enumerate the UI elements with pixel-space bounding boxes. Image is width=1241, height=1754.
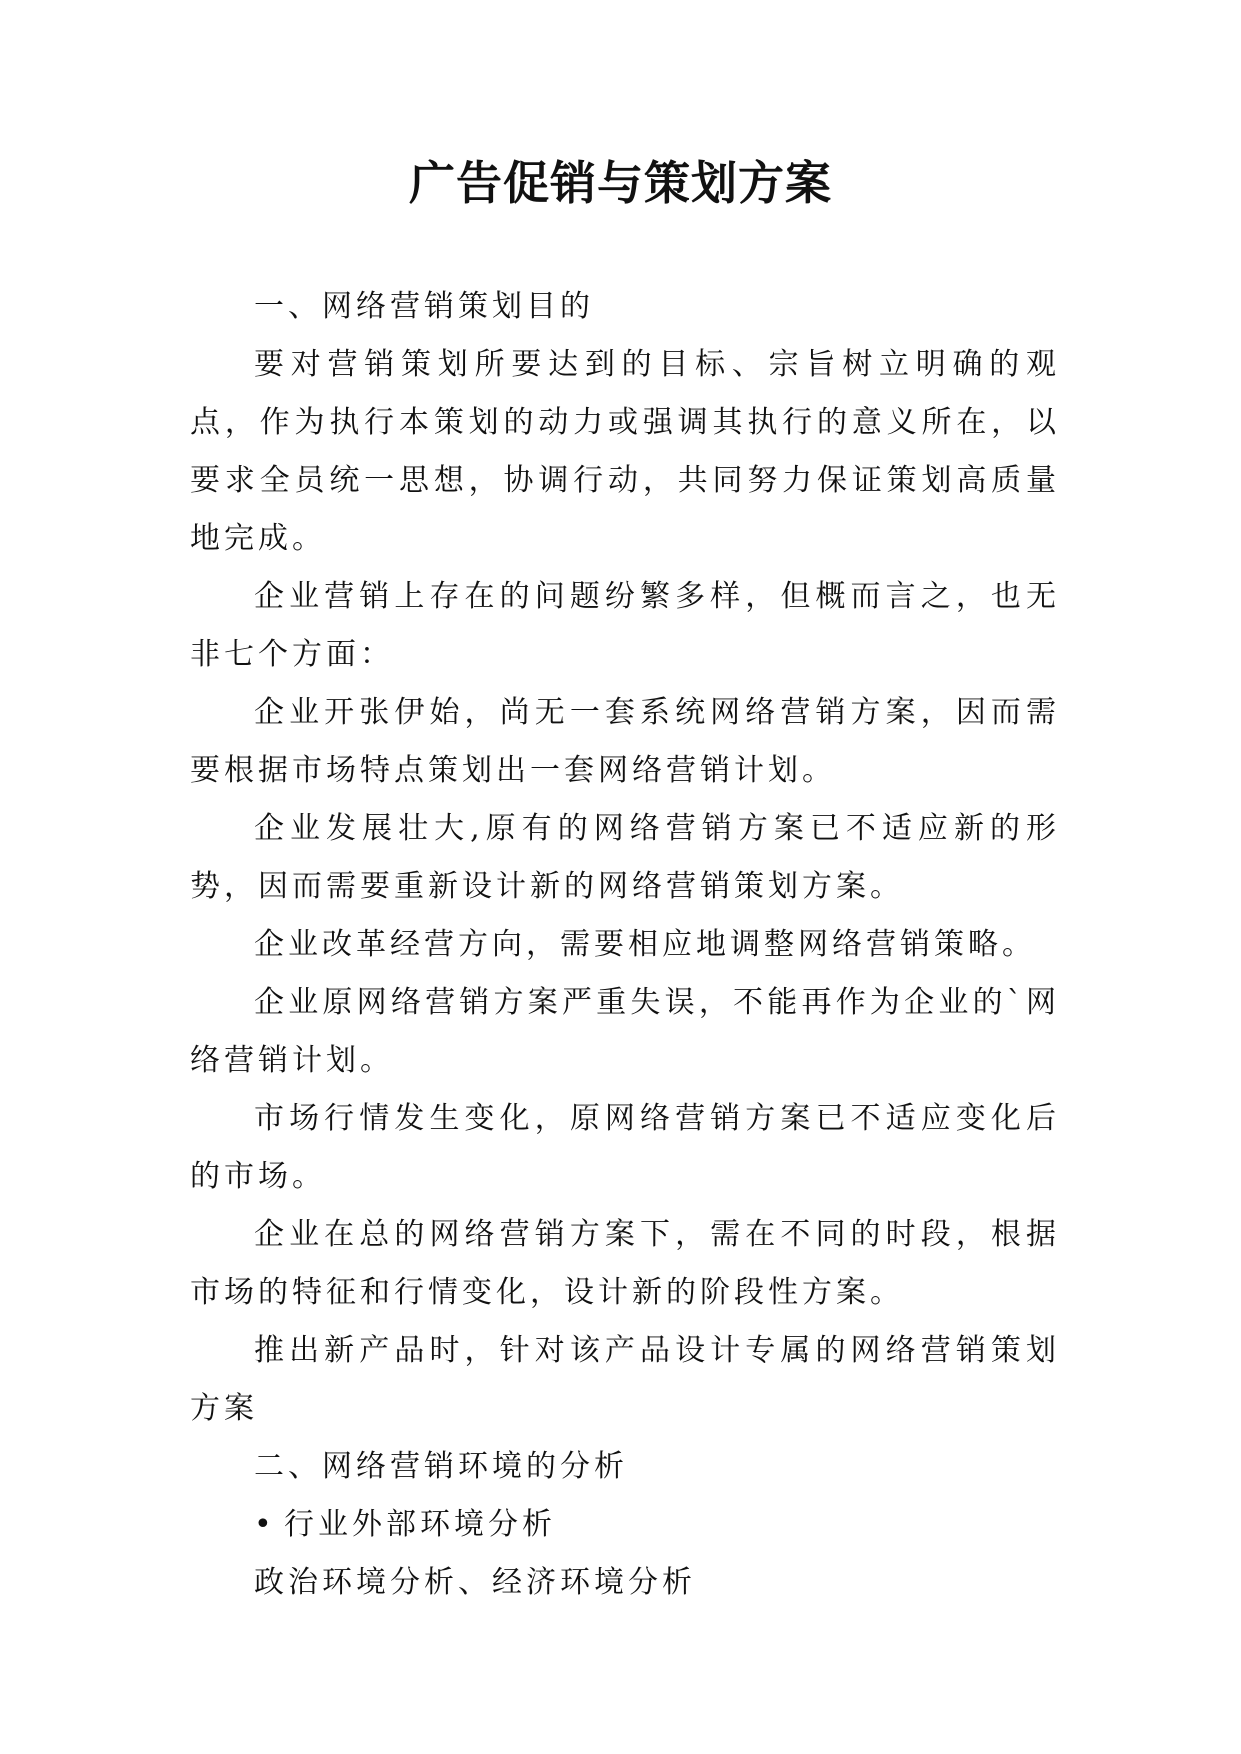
paragraph: 企业营销上存在的问题纷繁多样，但概而言之，也无非七个方面： [190,579,1060,672]
paragraph: 企业改革经营方向，需要相应地调整网络营销策略。 [254,927,1036,962]
document-title: 广告促销与策划方案 [409,156,832,210]
section-heading-purpose: 一、网络营销策划目的 [254,289,594,324]
document-body [190,278,1060,1612]
paragraph: 企业开张伊始，尚无一套系统网络营销方案，因而需要根据市场特点策划出一套网络营销计划。 [190,695,1060,788]
bullet-item [190,1496,1060,1554]
paragraph: 企业发展壮大,原有的网络营销方案已不适应新的形势，因而需要重新设计新的网络营销策划方案。 [190,811,1060,904]
bullet-text: 行业外部环境分析 [284,1507,556,1542]
bullet-dot-icon: • [254,1507,276,1542]
paragraph: 推出新产品时，针对该产品设计专属的网络营销策划方案 [190,1333,1060,1426]
paragraph: 企业在总的网络营销方案下，需在不同的时段，根据市场的特征和行情变化，设计新的阶段性方案。 [190,1217,1060,1310]
paragraph: 市场行情发生变化，原网络营销方案已不适应变化后的市场。 [190,1101,1060,1194]
paragraph-last: 政治环境分析、经济环境分析 [254,1565,696,1600]
paragraph: 要对营销策划所要达到的目标、宗旨树立明确的观点，作为执行本策划的动力或强调其执行的意义所在，以要求全员统一思想，协调行动，共同努力保证策划高质量地完成。 [190,347,1060,556]
section-heading-environment: 二、网络营销环境的分析 [254,1449,628,1484]
paragraph: 企业原网络营销方案严重失误，不能再作为企业的`网络营销计划。 [190,985,1060,1078]
